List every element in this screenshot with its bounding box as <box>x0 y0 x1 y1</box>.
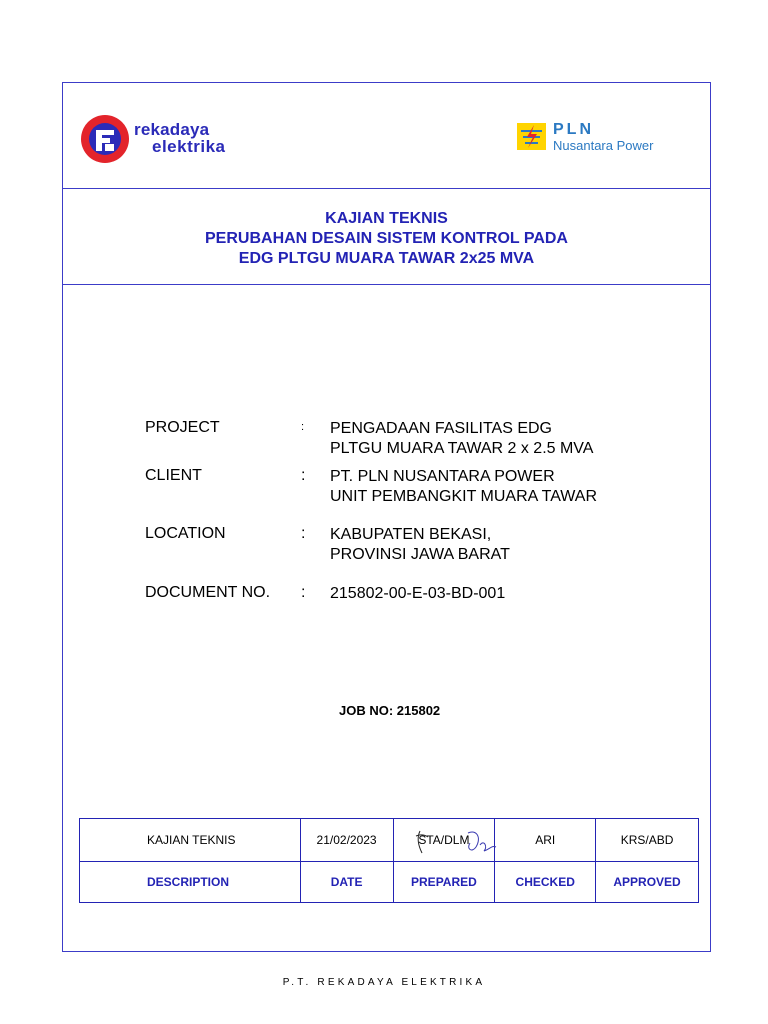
info-colon: : <box>301 584 306 601</box>
job-number: JOB NO: 215802 <box>339 703 441 718</box>
revision-row <box>80 819 699 862</box>
revision-header-row <box>80 862 699 903</box>
signature-icon <box>462 827 502 857</box>
pln-lightning-icon <box>517 123 546 150</box>
revision-table <box>79 818 699 903</box>
pln-logo-subtext: Nusantara Power <box>553 138 654 153</box>
revision-date: 21/02/2023 <box>300 819 393 862</box>
info-value-line1: KABUPATEN BEKASI, <box>330 526 492 543</box>
revision-prepared-cell <box>393 819 495 862</box>
info-value <box>330 525 510 565</box>
info-value <box>330 467 597 507</box>
rekadaya-mark-icon <box>90 125 120 155</box>
revision-checked: ARI <box>495 819 596 862</box>
info-value-line1: PENGADAAN FASILITAS EDG <box>330 420 552 437</box>
info-value-line2: PROVINSI JAWA BARAT <box>330 546 510 563</box>
revision-approved: KRS/ABD <box>596 819 699 862</box>
info-value-line1: 215802-00-E-03-BD-001 <box>330 585 506 602</box>
document-title-line3: EDG PLTGU MUARA TAWAR 2x25 MVA <box>238 250 535 267</box>
info-label: LOCATION <box>145 525 226 542</box>
info-value-line2: UNIT PEMBANGKIT MUARA TAWAR <box>330 488 597 505</box>
info-label: PROJECT <box>145 419 220 436</box>
revision-prepared: STA/DLM <box>418 833 470 847</box>
title-divider <box>63 284 710 285</box>
document-frame <box>62 82 711 952</box>
document-title-line2: PERUBAHAN DESAIN SISTEM KONTROL PADA <box>205 230 568 247</box>
rekadaya-logo-line2: elektrika <box>152 137 226 156</box>
info-colon: : <box>301 525 306 542</box>
info-value-line2: PLTGU MUARA TAWAR 2 x 2.5 MVA <box>330 440 594 457</box>
info-colon: : <box>301 421 305 433</box>
header-divider <box>63 188 710 189</box>
info-value <box>330 419 593 459</box>
rekadaya-logo <box>81 115 261 165</box>
revision-description: KAJIAN TEKNIS <box>80 819 301 862</box>
info-value-line1: PT. PLN NUSANTARA POWER <box>330 468 555 485</box>
page-footer: P.T. REKADAYA ELEKTRIKA <box>282 977 486 988</box>
rekadaya-logo-line1: rekadaya <box>134 120 210 139</box>
revision-header-description: DESCRIPTION <box>80 862 301 903</box>
info-value <box>330 584 505 604</box>
revision-header-date: DATE <box>300 862 393 903</box>
info-colon: : <box>301 467 306 484</box>
signature-icon <box>412 827 452 857</box>
document-title-line1: KAJIAN TEKNIS <box>325 210 448 227</box>
info-label: DOCUMENT NO. <box>145 584 271 601</box>
info-label: CLIENT <box>145 467 202 484</box>
pln-logo <box>517 121 677 155</box>
revision-header-checked: CHECKED <box>495 862 596 903</box>
revision-header-prepared: PREPARED <box>393 862 495 903</box>
pln-logo-text: PLN <box>553 121 594 138</box>
revision-header-approved: APPROVED <box>596 862 699 903</box>
